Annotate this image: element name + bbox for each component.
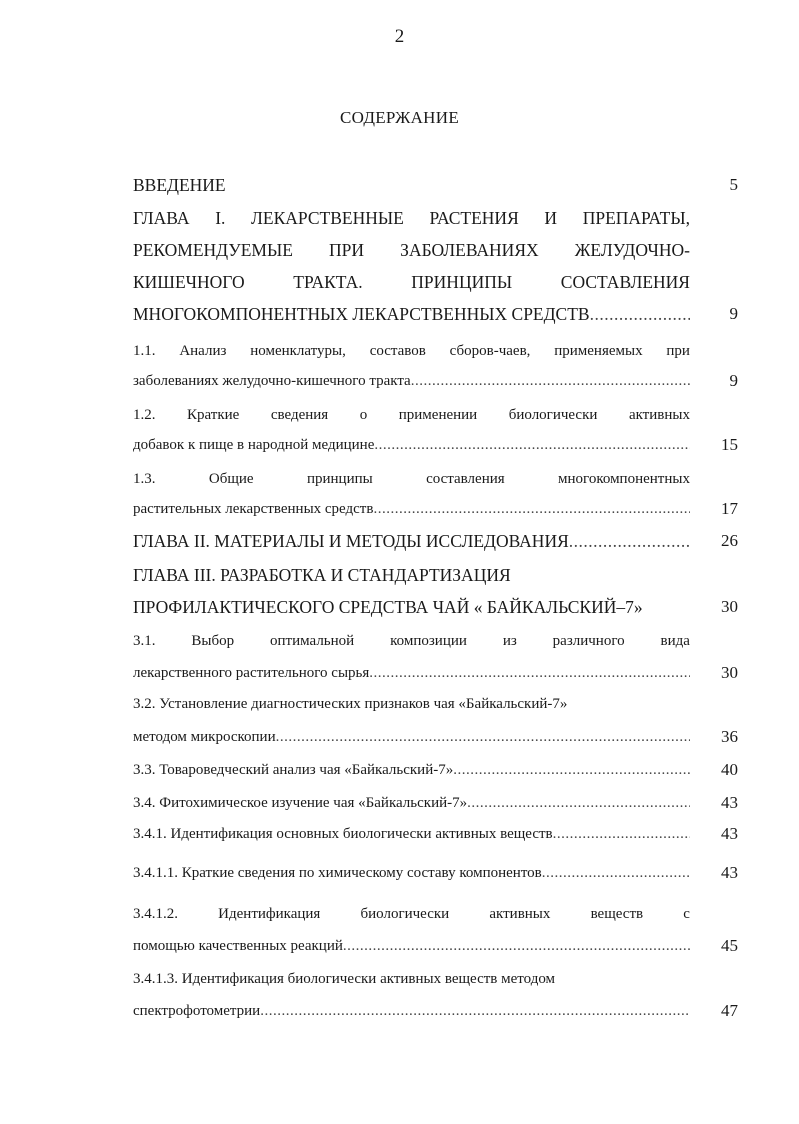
toc-entry-3-1-line2[interactable]: лекарственного растительного сырья ..... xyxy=(133,662,690,684)
toc-entry-intro[interactable] xyxy=(133,174,690,196)
toc-entry-1-1-line1[interactable]: 1.1. Анализ номенклатуры, составов сборов-чаев, применяемых при xyxy=(133,343,690,359)
dot-leader xyxy=(276,726,690,748)
dot-leader xyxy=(411,370,690,392)
toc-page-ch3: 30 xyxy=(721,597,738,616)
dot-leader xyxy=(373,498,690,520)
dot-leader xyxy=(542,862,690,884)
dot-leader xyxy=(453,759,690,781)
dot-leader xyxy=(343,935,690,957)
dot-leader xyxy=(569,530,690,552)
toc-page-3-2: 36 xyxy=(721,727,738,746)
toc-entry-3-4-1[interactable]: 3.4.1. Идентификация основных биологически активных веществ ..... xyxy=(133,823,690,845)
dot-leader xyxy=(467,792,690,814)
toc-page-3-1: 30 xyxy=(721,663,738,682)
toc-entry-3-4-1-2-line2[interactable]: помощью качественных реакций ..... xyxy=(133,935,690,957)
toc-entry-ch1-line2[interactable]: РЕКОМЕНДУЕМЫЕ ПРИ ЗАБОЛЕВАНИЯХ ЖЕЛУДОЧНО- xyxy=(133,240,690,260)
toc-entry-3-1-line1[interactable]: 3.1. Выбор оптимальной композиции из различного вида xyxy=(133,633,690,649)
toc-entry-ch3-line2[interactable]: ПРОФИЛАКТИЧЕСКОГО СРЕДСТВА ЧАЙ « БАЙКАЛЬСКИЙ–7» xyxy=(133,597,643,617)
toc-entry-3-2-line2[interactable]: методом микроскопии ..... xyxy=(133,726,690,748)
toc-entry-ch3-line1[interactable]: ГЛАВА III. РАЗРАБОТКА И СТАНДАРТИЗАЦИЯ xyxy=(133,565,511,585)
toc-entry-text: ВВЕДЕНИЕ xyxy=(133,175,226,195)
toc-entry-3-4-1-3-line2[interactable]: спектрофотометрии ..... xyxy=(133,1000,690,1022)
dot-leader xyxy=(374,434,690,456)
toc-page-3-4: 43 xyxy=(721,793,738,812)
toc-page-3-4-1: 43 xyxy=(721,824,738,843)
toc-entry-3-2-line1[interactable]: 3.2. Установление диагностических признаков чая «Байкальский-7» xyxy=(133,696,568,712)
toc-entry-3-3[interactable]: 3.3. Товароведческий анализ чая «Байкальский-7» ..... xyxy=(133,759,690,781)
dot-leader xyxy=(260,1000,690,1022)
toc-page-intro: 5 xyxy=(729,175,738,194)
toc-entry-1-3-line1[interactable]: 1.3. Общие принципы составления многокомпонентных xyxy=(133,471,690,487)
toc-entry-ch1-line3[interactable]: КИШЕЧНОГО ТРАКТА. ПРИНЦИПЫ СОСТАВЛЕНИЯ xyxy=(133,272,690,292)
toc-entry-3-4-1-2-line1[interactable]: 3.4.1.2. Идентификация биологически активных веществ с xyxy=(133,906,690,922)
toc-entry-ch1-line4[interactable]: МНОГОКОМПОНЕНТНЫХ ЛЕКАРСТВЕННЫХ СРЕДСТВ ..... xyxy=(133,303,690,325)
dot-leader xyxy=(590,303,690,325)
toc-heading: СОДЕРЖАНИЕ xyxy=(339,108,460,127)
toc-page-3-4-1-2: 45 xyxy=(721,936,738,955)
toc-page-ch2: 26 xyxy=(721,531,738,550)
toc-page-1-3: 17 xyxy=(721,499,738,518)
toc-entry-1-2-line1[interactable]: 1.2. Краткие сведения о применении биологически активных xyxy=(133,407,690,423)
toc-page-ch1: 9 xyxy=(729,304,738,323)
toc-entry-1-3-line2[interactable]: растительных лекарственных средств ..... xyxy=(133,498,690,520)
toc-entry-3-4[interactable]: 3.4. Фитохимическое изучение чая «Байкальский-7» ..... xyxy=(133,792,690,814)
toc-entry-1-2-line2[interactable]: добавок к пище в народной медицине ..... xyxy=(133,434,690,456)
toc-page-3-4-1-3: 47 xyxy=(721,1001,738,1020)
toc-entry-ch2[interactable]: ГЛАВА II. МАТЕРИАЛЫ И МЕТОДЫ ИССЛЕДОВАНИЯ ..... xyxy=(133,530,690,552)
toc-entry-1-1-line2[interactable]: заболеваниях желудочно-кишечного тракта ..... xyxy=(133,370,690,392)
page-number: 2 xyxy=(394,26,405,47)
toc-page-3-3: 40 xyxy=(721,760,738,779)
toc-entry-ch1-line1[interactable]: ГЛАВА I. ЛЕКАРСТВЕННЫЕ РАСТЕНИЯ И ПРЕПАРАТЫ, xyxy=(133,208,690,228)
toc-page-1-1: 9 xyxy=(729,371,738,390)
toc-page-3-4-1-1: 43 xyxy=(721,863,738,882)
toc-entry-3-4-1-3-line1[interactable]: 3.4.1.3. Идентификация биологически активных веществ методом xyxy=(133,971,556,987)
toc-entry-3-4-1-1[interactable]: 3.4.1.1. Краткие сведения по химическому составу компонентов ..... xyxy=(133,862,690,884)
dot-leader xyxy=(553,823,690,845)
dot-leader xyxy=(369,662,690,684)
toc-page-1-2: 15 xyxy=(721,435,738,454)
